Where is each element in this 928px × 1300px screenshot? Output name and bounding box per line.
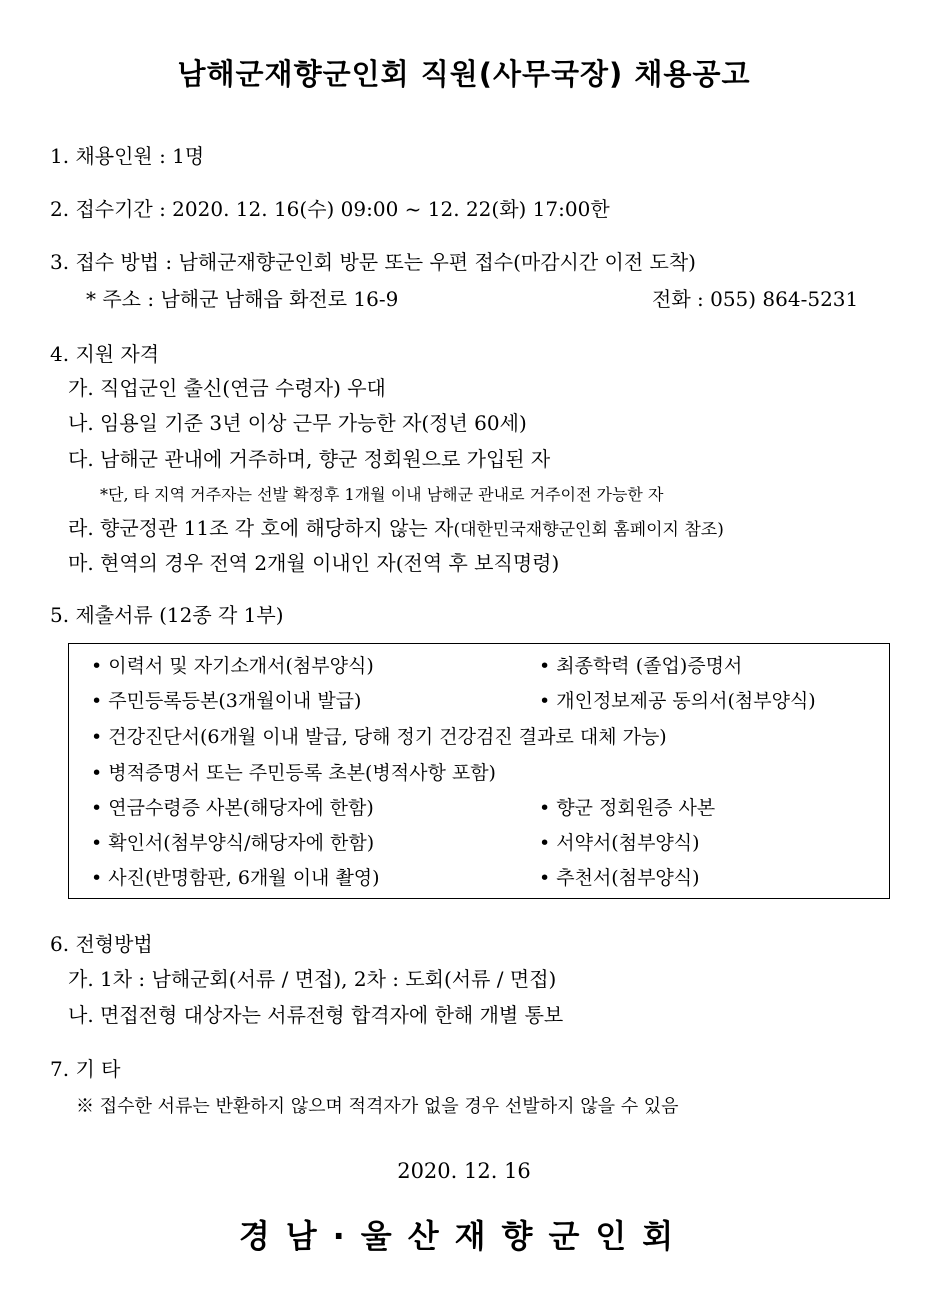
section-7-other: 7. 기 타: [50, 1057, 121, 1081]
section-6-selection: 6. 전형방법: [50, 932, 153, 956]
address-line: * 주소 : 남해군 남해읍 화전로 16-9: [86, 287, 399, 311]
qualification-item: 나. 임용일 기준 3년 이상 근무 가능한 자(정년 60세): [68, 411, 527, 435]
other-note: ※ 접수한 서류는 반환하지 않으며 적격자가 없을 경우 선발하지 않을 수 있음: [76, 1096, 679, 1117]
document-item: • 연금수령증 사본(해당자에 한함): [91, 797, 374, 819]
section-3-method: 3. 접수 방법 : 남해군재향군인회 방문 또는 우편 접수(마감시간 이전 도착): [50, 250, 696, 274]
document-item: • 확인서(첨부양식/해당자에 한함): [91, 832, 375, 854]
notice-title: 남해군재향군인회 직원(사무국장) 채용공고: [177, 57, 751, 91]
qualification-item: [68, 515, 724, 543]
document-item: • 최종학력 (졸업)증명서: [539, 655, 743, 677]
qualification-item: 가. 직업군인 출신(연금 수령자) 우대: [68, 376, 386, 400]
qualification-item-main: 라. 향군정관 11조 각 호에 해당하지 않는 자: [68, 516, 454, 540]
document-item: • 건강진단서(6개월 이내 발급, 당해 정기 건강검진 결과로 대체 가능): [91, 726, 667, 748]
document-item: • 병적증명서 또는 주민등록 초본(병적사항 포함): [91, 762, 496, 784]
section-1-headcount: 1. 채용인원 : 1명: [50, 144, 205, 168]
document-item: • 주민등록등본(3개월이내 발급): [91, 690, 362, 712]
section-5-documents: 5. 제출서류 (12종 각 1부): [50, 603, 284, 627]
qualification-note: *단, 타 지역 거주자는 선발 확정후 1개월 이내 남해군 관내로 거주이전 가능한 자: [100, 485, 664, 504]
selection-item: 나. 면접전형 대상자는 서류전형 합격자에 한해 개별 통보: [68, 1003, 564, 1027]
section-4-qualification: 4. 지원 자격: [50, 342, 160, 366]
document-item: • 이력서 및 자기소개서(첨부양식): [91, 655, 374, 677]
document-item: • 개인정보제공 동의서(첨부양식): [539, 690, 816, 712]
section-2-period: 2. 접수기간 : 2020. 12. 16(수) 09:00 ~ 12. 22(화) 17:00한: [50, 197, 610, 221]
document-item: • 사진(반명함판, 6개월 이내 촬영): [91, 867, 380, 889]
documents-box: [68, 643, 890, 899]
organization-name: 경남·울산재향군인회: [238, 1217, 690, 1255]
qualification-item: 다. 남해군 관내에 거주하며, 향군 정회원으로 가입된 자: [68, 447, 551, 471]
notice-date: 2020. 12. 16: [397, 1159, 531, 1183]
qualification-item-reference: (대한민국재향군인회 홈페이지 참조): [453, 520, 724, 540]
qualification-item: 마. 현역의 경우 전역 2개월 이내인 자(전역 후 보직명령): [68, 551, 560, 575]
document-item: • 추천서(첨부양식): [539, 867, 700, 889]
phone-line: 전화 : 055) 864-5231: [652, 287, 859, 311]
document-item: • 서약서(첨부양식): [539, 832, 700, 854]
selection-item: 가. 1차 : 남해군회(서류 / 면접), 2차 : 도회(서류 / 면접): [68, 967, 557, 991]
document-item: • 향군 정회원증 사본: [539, 797, 716, 819]
